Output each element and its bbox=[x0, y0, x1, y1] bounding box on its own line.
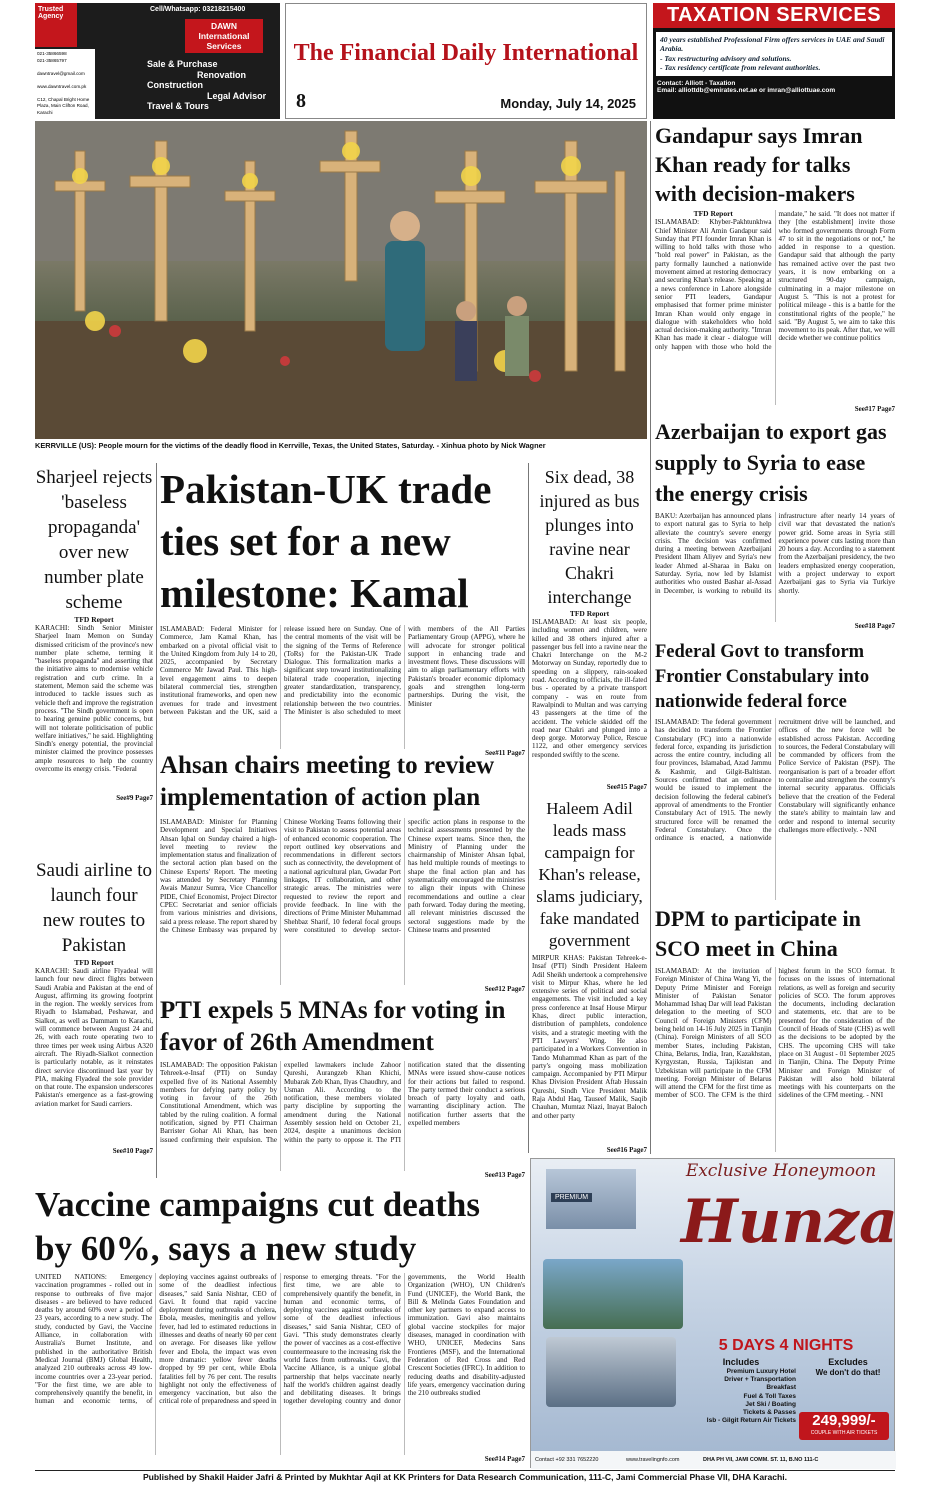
include-item: Jet Ski / Boating bbox=[745, 1400, 796, 1408]
continue-link[interactable]: See#12 Page7 bbox=[484, 985, 525, 993]
story-azerbaijan[interactable] bbox=[655, 416, 895, 636]
issue-date: Monday, July 14, 2025 bbox=[500, 96, 636, 111]
story-gandapur[interactable] bbox=[655, 121, 895, 411]
ad-address: DHA PH VII, JAMI COMM. ST. 11, B.NO 111-C bbox=[703, 1457, 819, 1463]
services-list bbox=[147, 59, 277, 112]
story-frontier-constabulary[interactable] bbox=[655, 640, 895, 902]
ad-price-box bbox=[799, 1412, 889, 1440]
taxation-line: - Tax residency certificate from relevant authorities. bbox=[660, 63, 821, 73]
article-body: ISLAMABAD: Khyber-Pakhtunkhwa Chief Minister Ali Amin Gandapur said Sunday that PTI founder Imran Khan is willing to hold talks with those who "hold real power" in Pakistan, as the party formally launched a nationwide movement aimed at restoring democracy and securing Khan's release. Speaking at a news conference in Lahore alongside senior PTI leaders, Gandapur emphasised that former prime minister Imran Khan would only engage in dialogue with stakeholders who hold actual decision-making authority. "Imran Khan has made it clear - dialogue will only happen with those who hold the mandate," he said. "It does not matter if they [the establishment] invite those who formed governments through Form 47 to sit in the negotiations or not," he added in response to a question. Gandapur said that although the party has remained active over the past two years, it is now embarking on a structured 90-day campaign, culminating in a major milestone on August 5. "This is not a protest for political mileage - this is a battle for the constitutional rights of the people," he said. "By August 5, we aim to take this movement to its peak. After that, we will decide whether we continue politics bbox=[655, 210, 895, 351]
ad-tagline: Exclusive Honeymoon bbox=[685, 1161, 877, 1181]
hunza-honeymoon-ad[interactable] bbox=[530, 1158, 898, 1468]
column-divider bbox=[156, 463, 157, 1178]
continue-link[interactable]: See#15 Page7 bbox=[606, 783, 647, 791]
service-item: Travel & Tours bbox=[147, 101, 209, 111]
continue-link[interactable]: See#13 Page7 bbox=[484, 1171, 525, 1179]
service-item: Sale & Purchase bbox=[147, 59, 218, 69]
taxation-ad[interactable] bbox=[653, 3, 895, 119]
story-kamal-lead[interactable] bbox=[160, 463, 525, 757]
include-item: Premium Luxury Hotel bbox=[726, 1368, 796, 1375]
article-body: ISLAMABAD: At least six people, including women and children, were killed and 38 others injured after a passenger bus fell into a ravine near the Chakri Interchange on the M-2 Motorway on Sunday, reportedly due to speeding on a slippery, rain-soaked road. According to officials, the ill-fated bus - operated by a private transport company - was en route from Rawalpindi to Multan and was carrying 43 passengers at the time of the accident. The vehicle skidded off the road near Chakri and plunged into a deep gorge. Motorway Police, Rescue 1122, and other emergency services responded swiftly to the scene. bbox=[532, 618, 647, 759]
taxation-line: 40 years established Professional Firm offers services in UAE and Saudi Arabia. bbox=[660, 35, 885, 54]
service-item: Renovation bbox=[197, 69, 247, 80]
photo-caption: KERRVILLE (US): People mourn for the victims of the deadly flood in Kerrville, Texas, the United States, Saturday. - Xinhua photo by Nick Wagner bbox=[35, 441, 546, 450]
newspaper-name: The Financial Daily International bbox=[293, 40, 639, 66]
headline: Gandapur says Imran Khan ready for talks with decision-makers bbox=[655, 123, 863, 206]
article-body: ISLAMABAD: The opposition Pakistan Tehreek-e-Insaf (PTI) on Sunday expelled five of its National Assembly members for defying party policy by voting in favour of the 26th Constitutional Amendment, which was tabled by the ruling coalition. A formal notification, signed by PTI Chairman Barrister Gohar Ali Khan, has been issued confirming their expulsion. The expelled lawmakers include Zahoor Qureshi, Aurangzeb Khan Khichi, Mubarak Zeb Khan, Ilyas Chaudhry, and Usman Ali. According to the notification, these members violated party discipline by supporting the amendment during the National Assembly session held on October 21, 2024, despite a unanimous decision within the party to oppose it. The PTI notification stated that the dissenting MNAs were issued show-cause notices for their actions but failed to respond. The party termed their conduct a serious breach of party loyalty and oath, warranting disciplinary action. The notification further asserts that the expelled members bbox=[160, 1061, 525, 1144]
include-item: Isb - Gilgit Return Air Tickets bbox=[706, 1417, 796, 1425]
taxation-ad-title: TAXATION SERVICES bbox=[653, 3, 895, 28]
story-vaccine[interactable] bbox=[35, 1183, 525, 1466]
taxation-contact: Contact: Alliott - Taxation bbox=[657, 79, 736, 87]
taxation-email[interactable]: Email: alliottdb@emirates.net.ae or imran@alliottuae.com bbox=[657, 86, 836, 94]
agency-name: DAWN International Services bbox=[185, 19, 263, 53]
column-divider bbox=[650, 121, 651, 1154]
ad-photo-lake bbox=[543, 1259, 683, 1329]
headline: Federal Govt to transform Frontier Constabulary into nationwide federal force bbox=[655, 642, 870, 712]
masthead bbox=[285, 3, 647, 119]
excludes-text: We don't do that! bbox=[815, 1368, 881, 1377]
article-body: ISLAMABAD: The federal government has decided to transform the Frontier Constabulary (FC) into a nationwide federal force, expanding its jurisdiction across the entire country, including all four provinces, Islamabad, Azad Jammu & Kashmir, and Gilgit-Baltistan. Sources confirmed that an ordinance would be issued to implement the decision following the federal cabinet's approval of amendments to the Frontier Constabulary Act of 1915. The newly structured force will be renamed the Federal Constabulary. Once the ordinance is enacted, a nationwide recruitment drive will be launched, and offices of the new force will be established across Pakistan. According to sources, the Federal Constabulary will be commanded by officers from the Police Service of Pakistan (PSP). The reorganisation is part of a broader effort to centralise and strengthen the country's internal security apparatus. Officials believe that the creation of the Federal Constabulary will significantly enhance the state's ability to maintain law and order and respond to internal security challenges more effectively. - NNI bbox=[655, 718, 895, 843]
whatsapp-number: Cell/Whatsapp: 03218215400 bbox=[150, 6, 246, 13]
agency-logo bbox=[35, 3, 77, 47]
logo-line-2: Agency bbox=[38, 13, 64, 20]
article-body: BAKU: Azerbaijan has announced plans to export natural gas to Syria to help alleviate the country's severe energy crisis. The decision was confirmed during a meeting between Azerbaijani President Ilham Aliyev and Syria's new leader Ahmed al-Sharaa in Baku on Saturday. Syria, now led by Islamist authorities who ousted Bashar al-Assad in December, is working to rebuild its infrastructure after nearly 14 years of civil war that devastated the nation's power grid. Some areas in Syria still experience power cuts lasting more than 20 hours a day. According to a statement from the Azerbaijani presidency, the two leaders emphasized energy cooperation, with a project underway to export Azerbaijani gas to Syria via Turkiye shortly. bbox=[655, 512, 895, 595]
footer-divider bbox=[35, 1470, 895, 1471]
headline: Sharjeel rejects 'baseless propaganda' over new number plate scheme bbox=[35, 467, 153, 613]
headline: Vaccine campaigns cut deaths by 60%, says a new study bbox=[35, 1185, 480, 1268]
ad-price: 249,999/- bbox=[812, 1412, 876, 1429]
includes-title: Includes bbox=[722, 1357, 760, 1367]
ad-photo-premium bbox=[546, 1169, 636, 1229]
article-body: ISLAMABAD: At the invitation of Foreign Minister of China Wang Yi, the Deputy Prime Minister and Foreign Minister of Pakistan Senator Mohammad Ishaq Dar will lead Pakistan delegation to the meeting of SCO Council of Foreign Ministers (CFM) being held on 14-16 July 2025 in Tianjin (China). Foreign Ministers of all SCO member States, including Pakistan, China, Belarus, India, Iran, Kazakhstan, Kyrgyzstan, Russia, Tajikistan and Uzbekistan will participate in the CFM meeting. Foreign Minister of Belarus will attend the CFM for the first time as member of SCO. The CFM is the third highest forum in the SCO format. It focuses on the issues of international relations, as well as foreign and security policies of SCO. The forum approves the documents, including declaration and statements, etc. that are to be presented for the consideration of the Council of Heads of State (CHS) as well as the decisions to be adopted by the CHS. The upcoming CHS will take place on 31 August - 01 September 2025 in Tianjin, China. The Deputy Prime Minister and Foreign Minister of Pakistan will also hold bilateral meetings with his counterparts on the sidelines of the CFM meeting. - NNI bbox=[655, 967, 895, 1100]
ad-footer-bar bbox=[531, 1451, 896, 1469]
flood-memorial-photo bbox=[35, 121, 647, 439]
continue-link[interactable]: See#11 Page7 bbox=[485, 749, 525, 757]
continue-link[interactable]: See#10 Page7 bbox=[112, 1147, 153, 1155]
headline: DPM to participate in SCO meet in China bbox=[655, 906, 861, 961]
story-saudi-airline[interactable] bbox=[35, 858, 153, 1181]
logo-line-1: Trusted bbox=[38, 6, 64, 13]
photo-illustration bbox=[35, 121, 647, 439]
story-haleem-adil[interactable] bbox=[532, 798, 647, 1154]
excludes-title: Excludes bbox=[828, 1357, 868, 1367]
byline: TFD Report bbox=[569, 609, 610, 618]
headline: Pakistan-UK trade ties set for a new milestone: Kamal bbox=[160, 466, 492, 616]
article-body: ISLAMABAD: Minister for Planning Development and Special Initiatives Ahsan Iqbal on Sunday chaired a high-level meeting to review the implementation status and finalization of the sectoral action plan based on the Chinese Experts' Report. The meeting was attended by Secretary Planning Awais Manzur Sumra, Vice Chancellor PIDE, Chief Economist, Project Director CPEC Secretariat and senior officials from various ministries and divisions, said a press release. The report shared by the Chinese Embassy was prepared by Chinese Working Teams following their visit to Pakistan to assess potential areas of enhanced economic cooperation. The report outlined key observations and recommendations in different sectors such as connectivity, the development of a national agricultural plan, Gwadar Port linkages, IT collaboration, and other strategic areas. The ministries were requested to review the report and provide feedback. In line with the directions of Prime Minister Muhammad Shehbaz Sharif, 10 federal focal groups were constituted to develop sector-specific action plans in response to the technical assessments presented by the Chinese expert teams. Since then, the Ministry of Planning under the chairmanship of Minister Ahsan Iqbal, has held multiple rounds of meetings to shape the final action plan and has systematically encouraged the ministries to align their inputs with Chinese recommendations and outline a clear path forward. Today during the meeting, all relevant ministries discussed the sectoral suggestions made by the Chinese teams and presented bbox=[160, 818, 525, 934]
continue-link[interactable]: See#9 Page7 bbox=[116, 794, 153, 802]
service-item: Legal Advisor bbox=[207, 90, 267, 101]
byline: TFD Report bbox=[693, 209, 733, 218]
premium-label: PREMIUM bbox=[551, 1193, 592, 1202]
imprint-footer: Published by Shakil Haider Jafri & Printed by Mukhtar Aqil at KK Printers for Data Research Communication, 111-C, Jami Commercial Phase VII, DHA Karachi. bbox=[142, 1472, 788, 1482]
headline: Six dead, 38 injured as bus plunges into ravine near Chakri interchange bbox=[539, 467, 640, 607]
taxation-ad-lines bbox=[656, 32, 892, 76]
headline: Azerbaijan to export gas supply to Syria to ease the energy crisis bbox=[655, 419, 887, 506]
ad-duration: 5 DAYS 4 NIGHTS bbox=[718, 1337, 854, 1354]
headline: Ahsan chairs meeting to review implementation of action plan bbox=[160, 752, 495, 811]
byline: TFD Report bbox=[74, 958, 114, 967]
headline: Haleem Adil leads mass campaign for Khan's release, slams judiciary, fake mandated government bbox=[536, 799, 643, 950]
ad-photo-mountains bbox=[546, 1337, 676, 1407]
story-bus-accident[interactable] bbox=[532, 465, 647, 795]
ad-price-note: COUPLE WITH AIR TICKETS bbox=[810, 1430, 878, 1436]
page-number: 8 bbox=[296, 90, 306, 112]
agency-contacts: 021-35866598 021-35865797 dawntravel@gmail.com www.dawntravel.com.pk C12, Chapal Bright Home Plaza, Main Clifton Road, Karachi bbox=[35, 49, 95, 119]
headline: PTI expels 5 MNAs for voting in favor of 26th Amendment bbox=[160, 997, 506, 1056]
service-item: Construction bbox=[147, 80, 203, 90]
story-sco[interactable] bbox=[655, 904, 895, 1154]
ad-website[interactable]: www.travelingnfo.com bbox=[626, 1457, 680, 1463]
include-item: Tickets & Passes bbox=[743, 1409, 796, 1417]
dawn-services-ad[interactable] bbox=[35, 3, 280, 119]
headline: Saudi airline to launch four new routes to Pakistan bbox=[35, 860, 153, 956]
column-divider bbox=[528, 463, 529, 1153]
story-sharjeel[interactable] bbox=[35, 465, 153, 858]
include-item: Driver + Transportation bbox=[724, 1376, 796, 1384]
taxation-line: - Tax restructuring advisory and solutions. bbox=[660, 53, 792, 63]
article-body: MIRPUR KHAS: Pakistan Tehreek-e-Insaf (PTI) Sindh President Haleem Adil Sheikh undertook a comprehensive visit to Mirpur Khas, where he led extensive series of political and social engagements. The visit included a key press conference at Insaf House Mirpur Khas, direct public interaction, distribution of pamphlets, condolence visits, and a strategic meeting with the PTI Lawyers' Wing. He also participated in a Workers Convention in Tando Muhammad Khan as part of the party's ongoing mass mobilization campaign. Accompanied by PTI Mirpur Khas Division President Aftab Hussain Qureshi, Sindh Vice President Malik Raja Abdul Haq, Tauseef Malik, Saqib Chauhan, Mumtaz Niazi, Inayat Baloch and other party bbox=[532, 954, 647, 1120]
continue-link[interactable]: See#18 Page7 bbox=[854, 622, 895, 630]
article-body: KARACHI: Sindh Senior Minister Sharjeel Inam Memon on Sunday dismissed criticism of the province's new number plate scheme, terming it "baseless propaganda" and asserting that the initiative aims to modernise vehicle registration and curb crime. In a statement, Memon said the scheme was introduced to tackle issues such as vehicle theft and improve the registration process. "The Sindh government is open to hearing genuine public concerns, but will not tolerate politicisation of public welfare initiatives," he said. Highlighting Sindh's energy potential, the provincial minister claimed the province possesses ample resources to help the country overcome its energy crisis. "Federal bbox=[35, 624, 153, 774]
ad-includes bbox=[686, 1357, 796, 1425]
ad-title: Hunza bbox=[681, 1187, 898, 1257]
story-pti-expels[interactable] bbox=[160, 995, 525, 1180]
ad-excludes bbox=[803, 1357, 893, 1377]
include-item: Breakfast bbox=[766, 1384, 796, 1392]
article-body: ISLAMABAD: Federal Minister for Commerce, Jam Kamal Khan, has embarked on a pivotal official visit to the United Kingdom from July 14 to 20, 2025, accompanied by Secretary Commerce Mr Jawad Paul. This high-level engagement aims to deepen bilateral commercial ties, strengthen institutional frameworks, and open new avenues for trade and investment between Pakistan and the UK, said a release issued here on Sunday. One of the central moments of the visit will be the signing of the Terms of Reference (ToRs) for the Pakistan-UK Trade Dialogue. This formalization marks a significant step toward institutionalizing bilateral trade cooperation, injecting greater standardization, transparency, and predictability into the economic relationship between the two countries. The Minister is also scheduled to meet with members of the All Parties Parliamentary Group (APPG), where he will advocate for stronger political support in enhancing trade and investment flows. These discussions will aim to align parliamentary efforts with Pakistan's broader economic diplomacy goals and strengthen long-term partnerships. During the visit, the Minister bbox=[160, 625, 525, 716]
continue-link[interactable]: See#17 Page7 bbox=[854, 405, 895, 413]
continue-link[interactable]: See#14 Page7 bbox=[484, 1455, 525, 1463]
story-ahsan-iqbal[interactable] bbox=[160, 750, 525, 993]
byline: TFD Report bbox=[74, 615, 114, 624]
include-item: Fuel & Toll Taxes bbox=[743, 1392, 796, 1400]
article-body: KARACHI: Saudi airline Flyadeal will launch four new direct flights between Saudi Arabia and Pakistan at the end of August, affirming its growing footprint in the region. The weekly services from Riyadh to Islamabad, Peshawar, and Sialkot, as well as Dammam to Karachi, will commence between August 24 and 26, with each route operating two to three times per week using Airbus A320 aircraft. The Riyadh-Sialkot connection is particularly notable, as it reinstates direct service discontinued last year by PIA, making Flyadeal the sole provider on that route. The expansion underscores Pakistan's emergence as a fast-growing aviation market for Saudi carriers. bbox=[35, 967, 153, 1108]
article-body: UNITED NATIONS: Emergency vaccination programmes - rolled out in response to outbreaks of five major diseases - are believed to have reduced deaths by around 60% over a period of 23 years, according to a new study. The study, conducted by Gavi, the Vaccine Alliance, in collaboration with Australia's Burnet Institute, and published in the authoritative British Medical Journal (BMJ) Global Health, analyzed 210 outbreaks across 49 low-income countries over a 23-year period. "For the first time, we are able to comprehensively quantify the benefit, in human and economic terms, of deploying vaccines against outbreaks of some of the deadliest infectious diseases," said Sania Nishtar, CEO of Gavi. It found that rapid vaccine deployment during outbreaks of cholera, Ebola, measles, meningitis and yellow fever, had led to estimated reductions in illnesses and deaths of nearly 60 per cent on average. For diseases like yellow fever and Ebola, the impact was even more dramatic: yellow fever deaths dropped by 99 per cent, while Ebola fatalities fell by 76 per cent. The results highlight not only the effectiveness of emergency vaccination, but also the critical role of preparedness and speed in response to emerging threats. "For the first time, we are able to comprehensively quantify the benefit, in human and economic terms, of deploying vaccines against outbreaks of some of the deadliest infectious diseases," said Sania Nishtar, CEO of Gavi. "This study demonstrates clearly the power of vaccines as a cost-effective countermeasure to the increasing risk the world faces from outbreaks." Gavi, the Vaccine Alliance, is a unique global partnership that helps vaccinate nearly half the world's children against deadly and debilitating diseases. It brings together developing country and donor governments, the World Health Organization (WHO), UN Children's Fund (UNICEF), the World Bank, the Bill & Melinda Gates Foundation and other key partners to expand access to immunization. Gavi also maintains global vaccine stockpiles for major diseases, managed in coordination with WHO, UNICEF, Medecins Sans Frontieres (MSF), and the International Federation of Red Cross and Red Crescent Societies (IFRC). In addition to reducing deaths and disability-adjusted life years, emergency vaccination during the 210 outbreaks studied bbox=[35, 1273, 525, 1406]
continue-link[interactable]: See#16 Page7 bbox=[606, 1146, 647, 1154]
ad-phone[interactable]: Contact +92 331 7652220 bbox=[535, 1457, 599, 1463]
